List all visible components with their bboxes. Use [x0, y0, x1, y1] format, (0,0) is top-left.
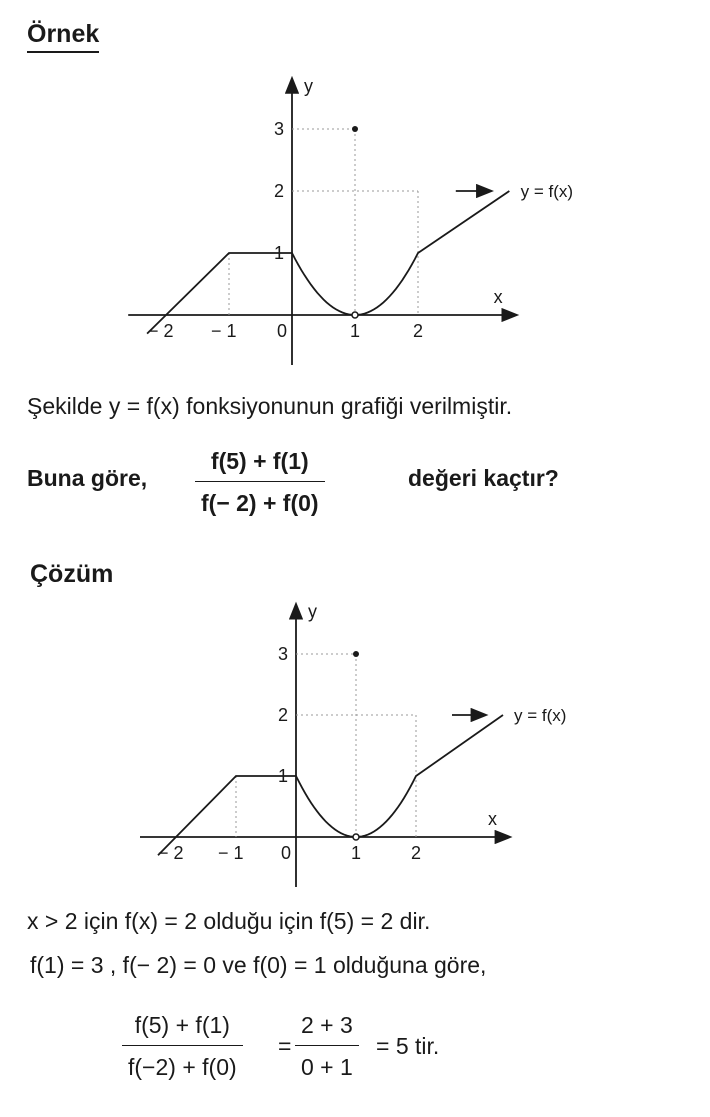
- example-heading-text: Örnek: [27, 20, 99, 53]
- open-point: [353, 834, 359, 840]
- function-label: y = f(x): [514, 706, 567, 725]
- example-heading: [27, 20, 99, 49]
- x-tick-label: − 1: [211, 321, 237, 341]
- x-tick-label: 2: [413, 321, 424, 341]
- x-tick-label: − 2: [158, 843, 184, 863]
- x-tick-label: 0: [277, 321, 288, 341]
- y-tick-label: 2: [278, 705, 289, 725]
- function-curve: [147, 191, 509, 334]
- solution-line1: x > 2 için f(x) = 2 olduğu için f(5) = 2 dir.: [27, 908, 431, 934]
- example-graph: [0, 70, 710, 370]
- solution-numerator-2: 2 + 3: [301, 1012, 353, 1038]
- solution-denominator-1: f(−2) + f(0): [128, 1054, 237, 1080]
- x-tick-label: 1: [350, 321, 361, 341]
- solution-denominator-2: 0 + 1: [301, 1054, 353, 1080]
- y-tick-label: 1: [278, 766, 289, 786]
- x-tick-label: − 2: [148, 321, 174, 341]
- question-fraction: [195, 448, 325, 517]
- isolated-point: [352, 126, 358, 132]
- isolated-point: [353, 651, 359, 657]
- question-prefix: Buna göre,: [27, 465, 148, 491]
- function-label: y = f(x): [520, 182, 574, 201]
- solution-equals: =: [278, 1033, 292, 1059]
- solution-fraction-2: [295, 1012, 359, 1081]
- function-curve: [158, 715, 503, 855]
- fraction-bar: [295, 1045, 359, 1046]
- x-tick-label: − 1: [218, 843, 244, 863]
- solution-result: = 5 tir.: [376, 1033, 440, 1059]
- y-tick-label: 3: [278, 644, 289, 664]
- solution-heading: Çözüm: [30, 560, 114, 588]
- example-statement: Şekilde y = f(x) fonksiyonunun grafiği verilmiştir.: [27, 393, 513, 419]
- y-tick-label: 3: [274, 119, 285, 139]
- fraction-bar: [122, 1045, 243, 1046]
- y-axis-label: y: [308, 601, 317, 622]
- x-tick-label: 1: [351, 843, 362, 863]
- x-tick-label: 0: [281, 843, 292, 863]
- question-numerator: f(5) + f(1): [210, 448, 309, 474]
- fraction-bar: [195, 481, 325, 482]
- x-axis-label: x: [493, 287, 503, 307]
- solution-line2: f(1) = 3 , f(− 2) = 0 ve f(0) = 1 olduğuna göre,: [30, 952, 487, 978]
- x-axis-label: x: [488, 809, 497, 829]
- solution-numerator-1: f(5) + f(1): [134, 1012, 230, 1038]
- question-denominator: f(− 2) + f(0): [201, 490, 319, 516]
- x-tick-label: 2: [411, 843, 422, 863]
- solution-fraction-1: [122, 1012, 243, 1081]
- open-point: [352, 312, 358, 318]
- solution-graph: [0, 600, 710, 890]
- y-tick-label: 2: [274, 181, 285, 201]
- y-tick-label: 1: [274, 243, 285, 263]
- question-suffix: değeri kaçtır?: [408, 465, 559, 491]
- y-axis-label: y: [304, 75, 313, 96]
